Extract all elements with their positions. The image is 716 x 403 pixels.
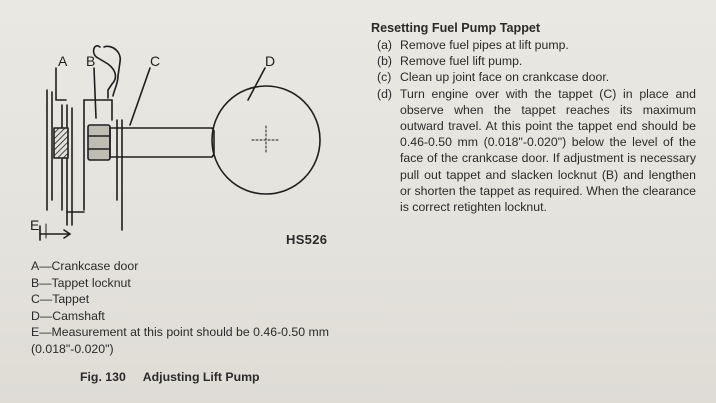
- legend-text: Crankcase door: [51, 259, 139, 273]
- step-text: Remove fuel lift pump.: [400, 54, 523, 69]
- step-item: [371, 86, 696, 216]
- legend-item: A—Crankcase door: [31, 259, 139, 273]
- step-item: [371, 37, 696, 53]
- leader-d: [248, 68, 265, 100]
- step-item: [371, 53, 696, 69]
- tappet-locknut: [88, 125, 110, 160]
- step-item: [371, 69, 696, 85]
- label-a: A: [58, 53, 68, 69]
- figure-title: Adjusting Lift Pump: [142, 370, 260, 384]
- legend-key: B: [31, 275, 40, 290]
- step-text: Remove fuel pipes at lift pump.: [400, 38, 569, 52]
- crankcase-door: [47, 90, 122, 230]
- label-e: E: [30, 217, 40, 233]
- legend-key: E: [31, 325, 40, 340]
- step-text: Clean up joint face on crankcase door.: [400, 70, 610, 85]
- leader-a: [56, 68, 66, 100]
- legend-text: Camshaft: [52, 308, 105, 323]
- label-d: D: [265, 53, 276, 69]
- step-marker: (b): [377, 54, 393, 69]
- legend-text: Tappet locknut: [51, 275, 131, 290]
- legend-key: A: [31, 259, 40, 273]
- legend-item: B—Tappet locknut: [31, 275, 131, 290]
- step-marker: (c): [377, 70, 392, 85]
- figure-number: Fig. 130: [80, 370, 126, 384]
- label-c: C: [150, 53, 161, 69]
- figure-code: HS526: [286, 232, 328, 247]
- tappet-shaft: [110, 128, 214, 157]
- leader-c: [130, 68, 150, 125]
- step-list: [371, 37, 696, 215]
- legend-item: D—Camshaft: [31, 308, 105, 323]
- lift-pump-diagram: [0, 30, 350, 260]
- procedure-section: [371, 21, 696, 215]
- legend-key: C: [31, 292, 40, 307]
- legend-text: Tappet: [52, 292, 90, 307]
- legend-item: E—Measurement at this point should be 0.46-0.50 mm (0.018"-0.020"): [31, 325, 330, 356]
- label-b: B: [86, 53, 96, 69]
- legend-key: D: [31, 308, 40, 323]
- step-marker: (a): [377, 38, 393, 52]
- figure-legend: [31, 258, 351, 358]
- legend-text: Measurement at this point should be 0.46-0.50 mm (0.018"-0.020"): [31, 325, 330, 356]
- pump-arm: [94, 46, 121, 98]
- section-heading: Resetting Fuel Pump Tappet: [371, 21, 541, 35]
- legend-item: C—Tappet: [31, 292, 90, 307]
- figure-caption: [80, 370, 260, 384]
- thread-block: [54, 128, 68, 158]
- step-marker: (d): [377, 86, 393, 101]
- leader-b: [94, 68, 96, 118]
- step-text: Turn engine over with the tappet (C) in place and observe when the tappet reaches its maximum outward travel. At this point the tappet end should be 0.46-0.50 mm (0.018"-0.020") below the level of the face of the crankcase door. If adjustment is necessary pull out tappet and slacken locknut (B) and lengthen or shorten the tappet as required. When the clearance is correct retighten locknut.: [400, 86, 696, 215]
